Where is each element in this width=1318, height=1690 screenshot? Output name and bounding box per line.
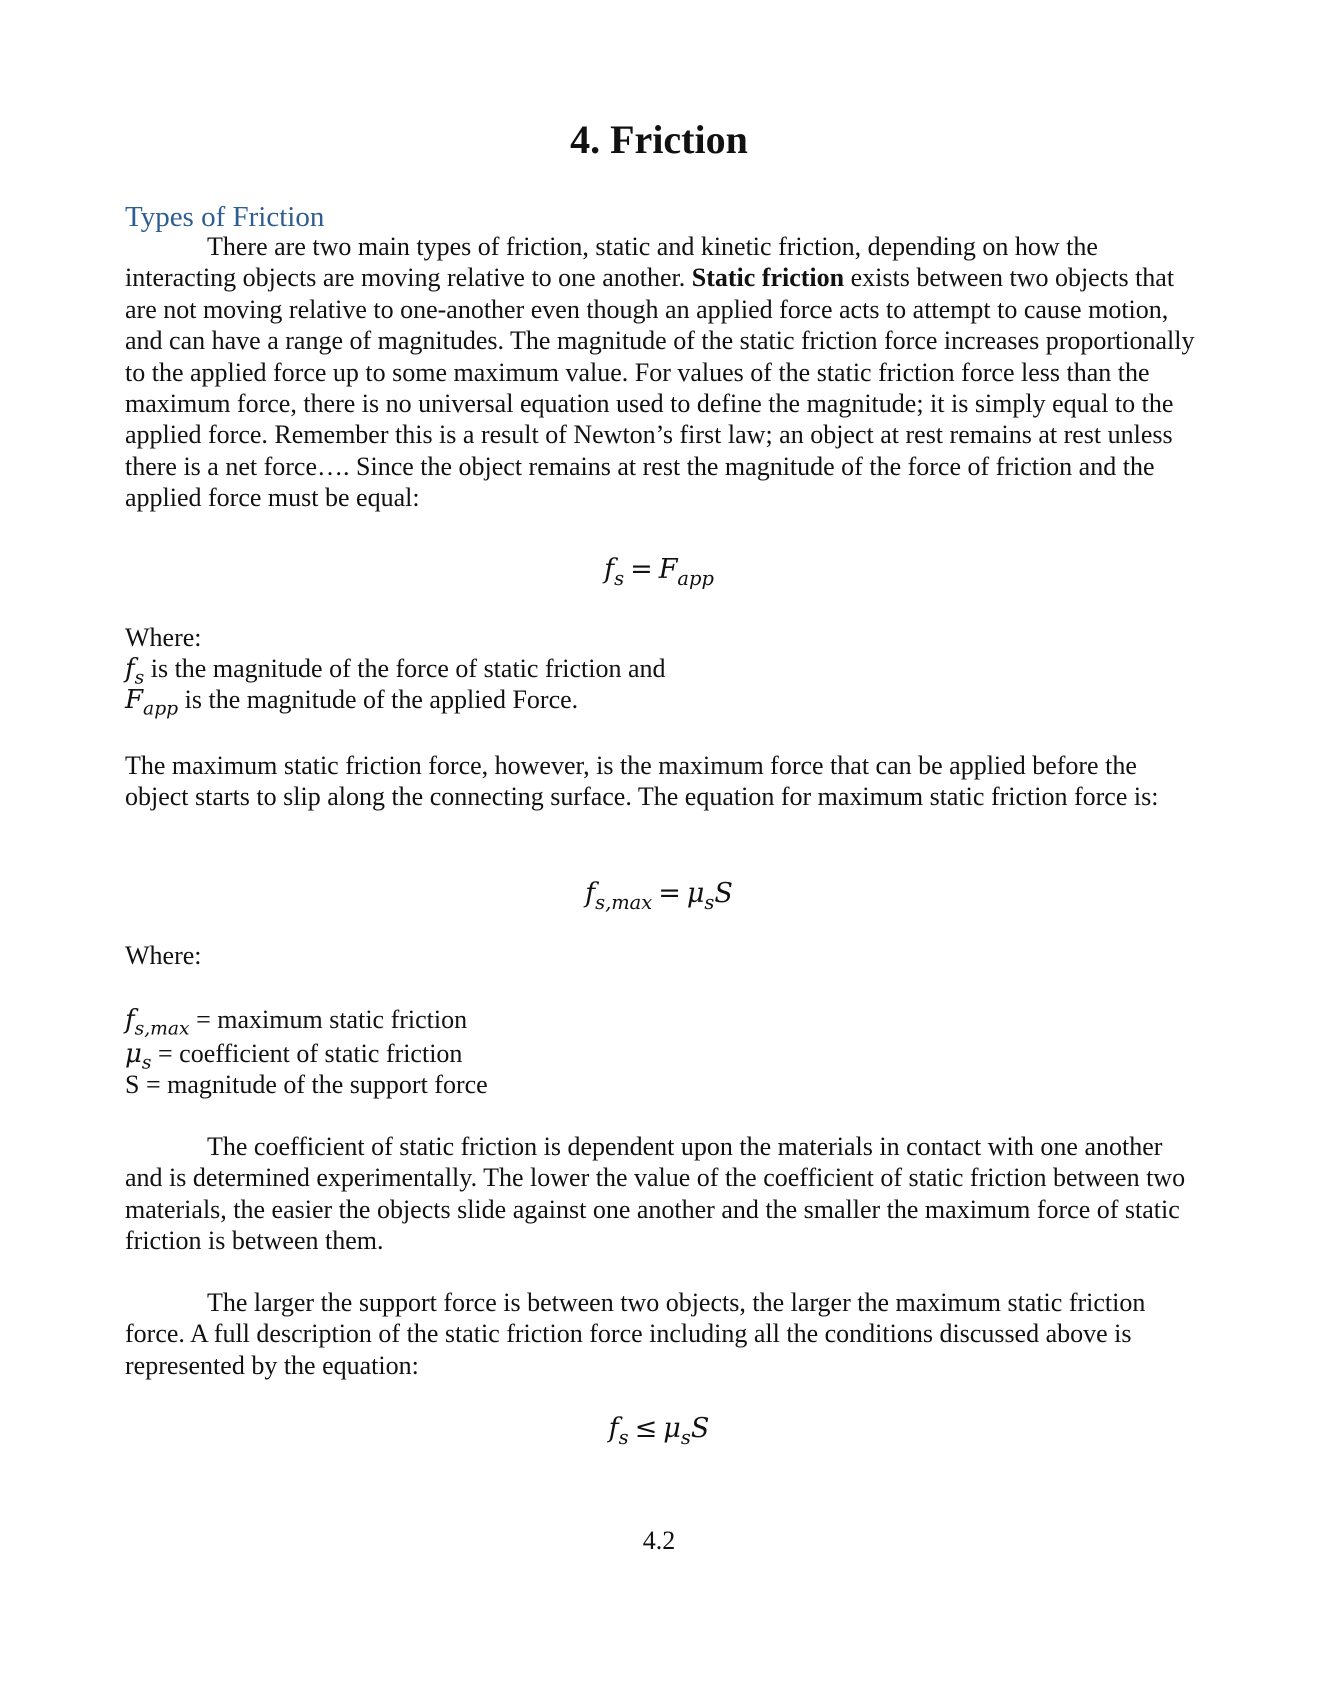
equation-static-friction-inequality [0,1412,1318,1449]
definition-symbol: f [125,654,135,684]
equation-subscript: s,max [595,890,653,914]
section-heading: Types of Friction [125,201,325,233]
equation-symbol: f [608,1413,619,1444]
equation-symbol: f [585,878,596,909]
equation-subscript: s [614,566,625,590]
definition-support-force: S = magnitude of the support force [125,1070,488,1099]
equation-subscript: s [618,1425,629,1449]
equation-static-friction [0,553,1318,590]
definition-text: is the magnitude of the force of static friction and [144,654,666,683]
paragraph-static-friction-intro [125,231,1195,514]
equation-maximum-static-friction [0,877,1318,914]
definition-fs-max [125,1004,468,1040]
equation-subscript: app [677,566,714,590]
where-label: Where: [125,623,202,652]
definition-text: = maximum static friction [189,1005,468,1034]
equation-subscript: s [704,890,715,914]
definition-subscript: s [134,667,145,689]
equation-operator: = [630,554,653,585]
page-number: 4.2 [642,1526,676,1555]
equation-symbol: μ [686,878,705,909]
definition-text: = coefficient of static friction [151,1039,463,1068]
equation-symbol: μ [663,1413,681,1444]
definition-text: is the magnitude of the applied Force. [178,685,579,714]
equation-operator: ≤ [634,1413,658,1444]
equation-operator: = [658,878,681,909]
equation-symbol: f [604,554,615,585]
paragraph-text: exists between two objects that are not moving relative to one-another even though an applied force acts to attempt to cause motion, and can have a range of magnitudes. The magnitude of the static friction force increases proportionally to the applied force up to some maximum value. For values of the static friction force less than the maximum force, there is no universal equation used to define the magnitude; it is simply equal to the applied force. Remember this is a result of Newton’s first law; an object at rest remains at rest unless there is a net force…. Since the object remains at rest the magnitude of the force of friction and the applied force must be equal: [125,263,1195,513]
paragraph-maximum-static-friction: The maximum static friction force, however, is the maximum force that can be applied before the object starts to slip along the connecting surface. The equation for maximum static friction force is: [125,751,1159,812]
definition-subscript: s [141,1052,152,1074]
bold-term-static-friction: Static friction [691,263,845,293]
where-label: Where: [125,941,202,970]
paragraph-support-force: The larger the support force is between two objects, the larger the maximum static friction force. A full description of the static friction force including all the conditions discussed above is represented by the equation: [125,1288,1146,1380]
equation-subscript: s [680,1425,691,1449]
equation-symbol: F [658,554,678,585]
definition-symbol: μ [125,1039,142,1069]
definition-symbol: F [125,685,144,715]
definition-fapp [125,684,579,720]
definition-subscript: app [143,698,179,720]
definition-symbol: f [125,1005,135,1035]
paragraph-coefficient: The coefficient of static friction is dependent upon the materials in contact with one another and is determined experimentally. The lower the value of the coefficient of static friction between two materials, the easier the objects slide against one another and the smaller the maximum force of static friction is between them. [125,1132,1186,1256]
page-title: 4. Friction [570,117,748,162]
paragraph-text: There are two main types of friction, static and kinetic friction, depending on how the interacting objects are moving relative to one another. [125,232,1098,293]
definition-subscript: s,max [134,1018,190,1040]
equation-symbol: S [714,878,733,909]
equation-symbol: S [690,1413,710,1444]
definition-fs [125,653,666,689]
definition-mu-s [125,1038,463,1074]
